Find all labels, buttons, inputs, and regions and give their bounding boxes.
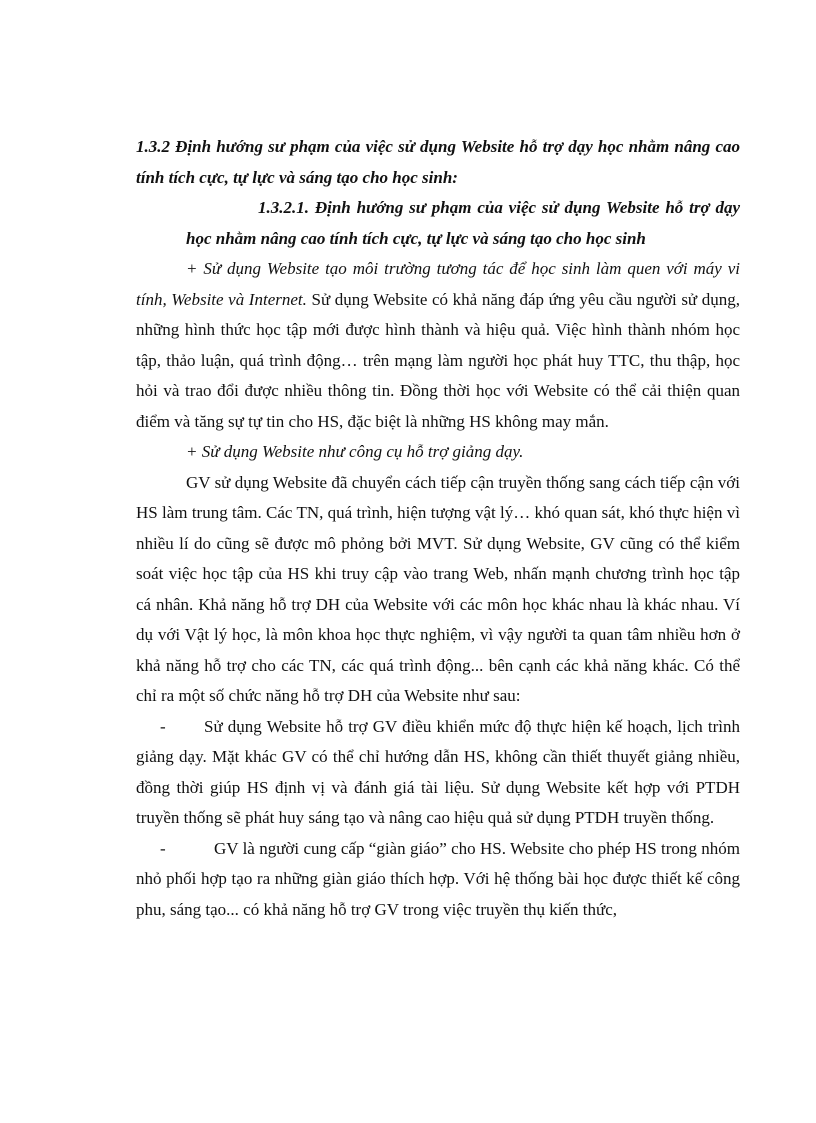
paragraph-interactive-environment bbox=[136, 254, 740, 437]
paragraph-lead-italic: + Sử dụng Website tạo môi trường tương tác để học sinh làm quen với máy vi tính, Website và Internet. bbox=[136, 259, 740, 309]
bullet-item-1 bbox=[136, 712, 740, 834]
subsection-heading-1-3-2-1 bbox=[186, 193, 740, 254]
paragraph-teaching-tool-lead: + Sử dụng Website như công cụ hỗ trợ giảng dạy. bbox=[186, 442, 524, 461]
bullet-marker: - bbox=[160, 716, 166, 736]
section-heading-1-3-2: 1.3.2 Định hướng sư phạm của việc sử dụng Website hỗ trợ dạy học nhằm nâng cao tính tích cực, tự lực và sáng tạo cho học sinh: bbox=[136, 137, 740, 187]
bullet-text: Sử dụng Website hỗ trợ GV điều khiển mức độ thực hiện kế hoạch, lịch trình giảng dạy. Mặt khác GV có thể chỉ hướng dẫn HS, không cần thiết thuyết giảng nhiều, đồng thời giúp HS định vị và đánh giá tài liệu. Sử dụng Website kết hợp với PTDH truyền thống sẽ phát huy sáng tạo và nâng cao hiệu quả sử dụng PTDH truyền thống. bbox=[136, 716, 740, 827]
bullet-marker: - bbox=[160, 838, 166, 858]
subsection-heading-text: 1.3.2.1. Định hướng sư phạm của việc sử dụng Website hỗ trợ dạy học nhằm nâng cao tính tích cực, tự lực và sáng tạo cho học sinh bbox=[186, 198, 740, 248]
paragraph-body-text: Sử dụng Website có khả năng đáp ứng yêu cầu người sử dụng, những hình thức học tập mới được hình thành và hiệu quả. Việc hình thành nhóm học tập, thảo luận, quá trình động… trên mạng làm người học phát huy TTC, thu thập, học hỏi và trao đổi được nhiều thông tin. Đồng thời học với Website có thể cải thiện quan điểm và tăng sự tự tin cho HS, đặc biệt là những HS không may mắn. bbox=[136, 289, 740, 431]
bullet-item-2 bbox=[136, 834, 740, 926]
page-content bbox=[136, 132, 740, 925]
bullet-text: GV là người cung cấp “giàn giáo” cho HS. Website cho phép HS trong nhóm nhỏ phối hợp tạo ra những giàn giáo thích hợp. Với hệ thống bài học được thiết kế công phu, sáng tạo... có khả năng hỗ trợ GV trong việc truyền thụ kiến thức, bbox=[136, 838, 740, 919]
paragraph-teacher-approach: GV sử dụng Website đã chuyển cách tiếp cận truyền thống sang cách tiếp cận với HS làm trung tâm. Các TN, quá trình, hiện tượng vật lý… khó quan sát, khó thực hiện vì nhiều lí do cũng sẽ được mô phỏng bởi MVT. Sử dụng Website, GV cũng có thể kiểm soát việc học tập của HS khi truy cập vào trang Web, nhấn mạnh chương trình học tập cá nhân. Khả năng hỗ trợ DH của Website với các môn học khác nhau là khác nhau. Ví dụ với Vật lý học, là môn khoa học thực nghiệm, vì vậy người ta quan tâm nhiều hơn ở khả năng hỗ trợ cho các TN, các quá trình động... bên cạnh các khả năng khác. Có thể chỉ ra một số chức năng hỗ trợ DH của Website như sau: bbox=[136, 472, 740, 705]
